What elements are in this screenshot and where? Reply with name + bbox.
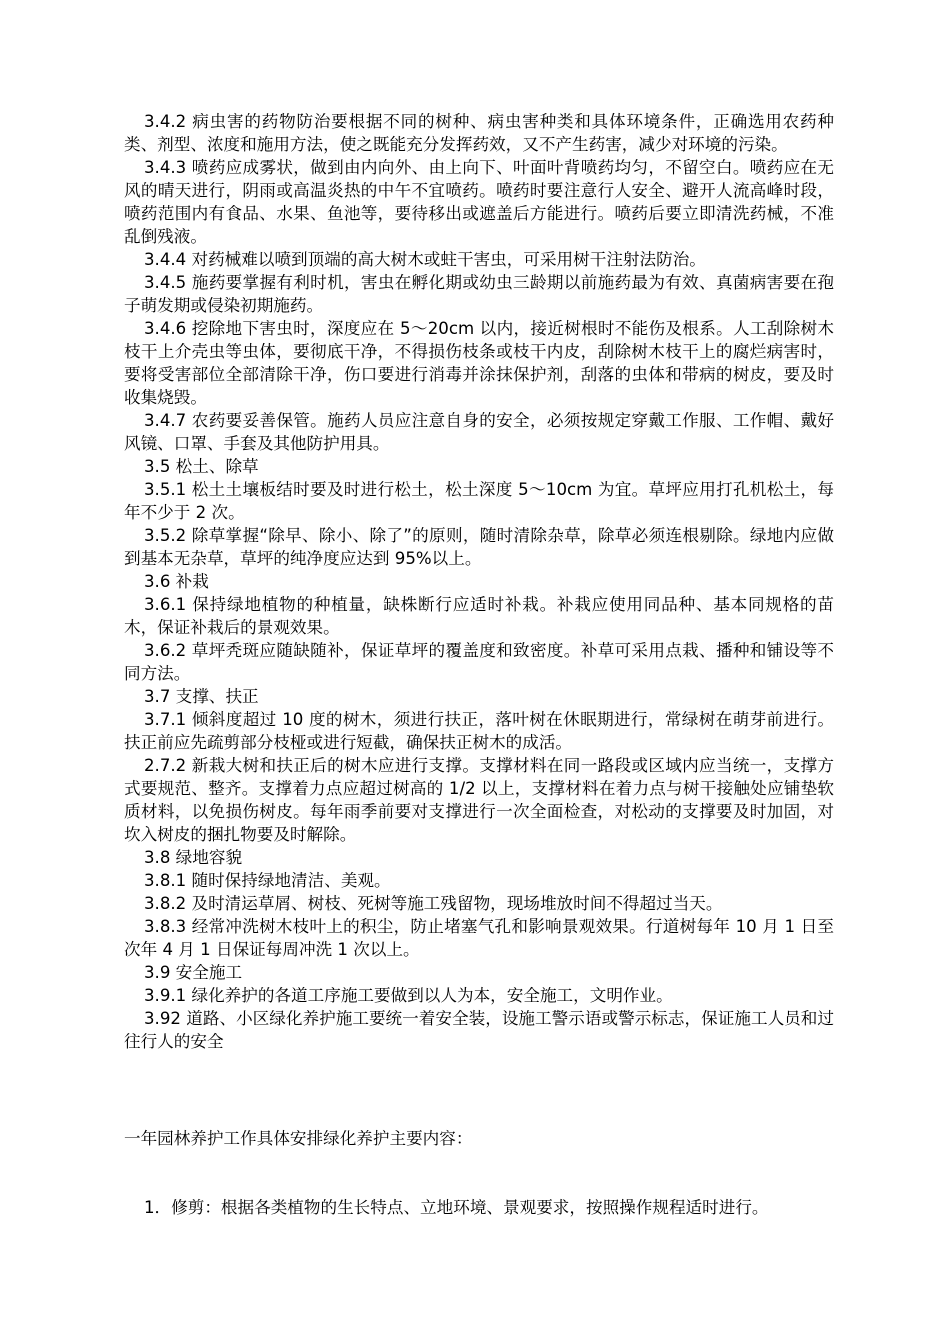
paragraph-3-5-1: 3.5.1 松土土壤板结时要及时进行松土，松土深度 5～10cm 为宜。草坪应用打孔机松土，每年不少于 2 次。 bbox=[124, 480, 834, 522]
section-heading-3-6: 3.6 补栽 bbox=[144, 572, 209, 591]
paragraph-3-8-1: 3.8.1 随时保持绿地清洁、美观。 bbox=[144, 871, 391, 890]
paragraph-3-4-3: 3.4.3 喷药应成雾状，做到由内向外、由上向下、叶面叶背喷药均匀，不留空白。喷药应在无风的晴天进行，阴雨或高温炎热的中午不宜喷药。喷药时要注意行人安全、避开人流高峰时段，喷药范围内有食品、水果、鱼池等，要待移出或遮盖后方能进行。喷药后要立即清洗药械，不准乱倒残液。 bbox=[124, 158, 834, 246]
annual-maintenance-intro: 一年园林养护工作具体安排绿化养护主要内容： bbox=[124, 1129, 473, 1148]
paragraph-3-9-2: 3.92 道路、小区绿化养护施工要统一着安全装，设施工警示语或警示标志，保证施工人员和过往行人的安全 bbox=[124, 1009, 834, 1051]
paragraph-3-6-2: 3.6.2 草坪秃斑应随缺随补，保证草坪的覆盖度和致密度。补草可采用点栽、播种和铺设等不同方法。 bbox=[124, 641, 834, 683]
paragraph-3-5-2: 3.5.2 除草掌握“除早、除小、除了”的原则，随时清除杂草，除草必须连根剔除。绿地内应做到基本无杂草，草坪的纯净度应达到 95%以上。 bbox=[124, 526, 834, 568]
paragraph-3-9-1: 3.9.1 绿化养护的各道工序施工要做到以人为本，安全施工，文明作业。 bbox=[144, 986, 673, 1005]
section-heading-3-7: 3.7 支撑、扶正 bbox=[144, 687, 259, 706]
document-body bbox=[124, 110, 834, 1053]
list-item-pruning: 1．修剪：根据各类植物的生长特点、立地环境、景观要求，按照操作规程适时进行。 bbox=[144, 1198, 769, 1217]
paragraph-3-4-2: 3.4.2 病虫害的药物防治要根据不同的树种、病虫害种类和具体环境条件，正确选用农药种类、剂型、浓度和施用方法，使之既能充分发挥药效，又不产生药害，减少对环境的污染。 bbox=[124, 112, 834, 154]
paragraph-3-6-1: 3.6.1 保持绿地植物的种植量，缺株断行应适时补栽。补栽应使用同品种、基本同规格的苗木，保证补栽后的景观效果。 bbox=[124, 595, 834, 637]
section-heading-3-9: 3.9 安全施工 bbox=[144, 963, 243, 982]
paragraph-3-4-4: 3.4.4 对药械难以喷到顶端的高大树木或蛀干害虫，可采用树干注射法防治。 bbox=[144, 250, 706, 269]
paragraph-3-7-1: 3.7.1 倾斜度超过 10 度的树木，须进行扶正，落叶树在休眠期进行，常绿树在萌芽前进行。扶正前应先疏剪部分枝桠或进行短截，确保扶正树木的成活。 bbox=[124, 710, 834, 752]
paragraph-3-4-7: 3.4.7 农药要妥善保管。施药人员应注意自身的安全，必须按规定穿戴工作服、工作帽、戴好风镜、口罩、手套及其他防护用具。 bbox=[124, 411, 834, 453]
section-heading-3-5: 3.5 松土、除草 bbox=[144, 457, 259, 476]
paragraph-2-7-2: 2.7.2 新栽大树和扶正后的树木应进行支撑。支撑材料在同一路段或区域内应当统一，支撑方式要规范、整齐。支撑着力点应超过树高的 1/2 以上，支撑材料在着力点与树干接触处应铺垫软质材料，以免损伤树皮。每年雨季前要对支撑进行一次全面检查，对松动的支撑要及时加固，对坎入树皮的捆扎物要及时解除。 bbox=[124, 756, 834, 844]
paragraph-3-4-5: 3.4.5 施药要掌握有利时机，害虫在孵化期或幼虫三龄期以前施药最为有效、真菌病害要在孢子萌发期或侵染初期施药。 bbox=[124, 273, 834, 315]
paragraph-3-4-6: 3.4.6 挖除地下害虫时，深度应在 5～20cm 以内，接近树根时不能伤及根系。人工刮除树木枝干上介壳虫等虫体，要彻底干净，不得损伤枝条或枝干内皮，刮除树木枝干上的腐烂病害时，要将受害部位全部清除干净，伤口要进行消毒并涂抹保护剂，刮落的虫体和带病的树皮，要及时收集烧毁。 bbox=[124, 319, 834, 407]
paragraph-3-8-3: 3.8.3 经常冲洗树木枝叶上的积尘，防止堵塞气孔和影响景观效果。行道树每年 10 月 1 日至次年 4 月 1 日保证每周冲洗 1 次以上。 bbox=[124, 917, 834, 959]
paragraph-3-8-2: 3.8.2 及时清运草屑、树枝、死树等施工残留物，现场堆放时间不得超过当天。 bbox=[144, 894, 723, 913]
section-heading-3-8: 3.8 绿地容貌 bbox=[144, 848, 243, 867]
